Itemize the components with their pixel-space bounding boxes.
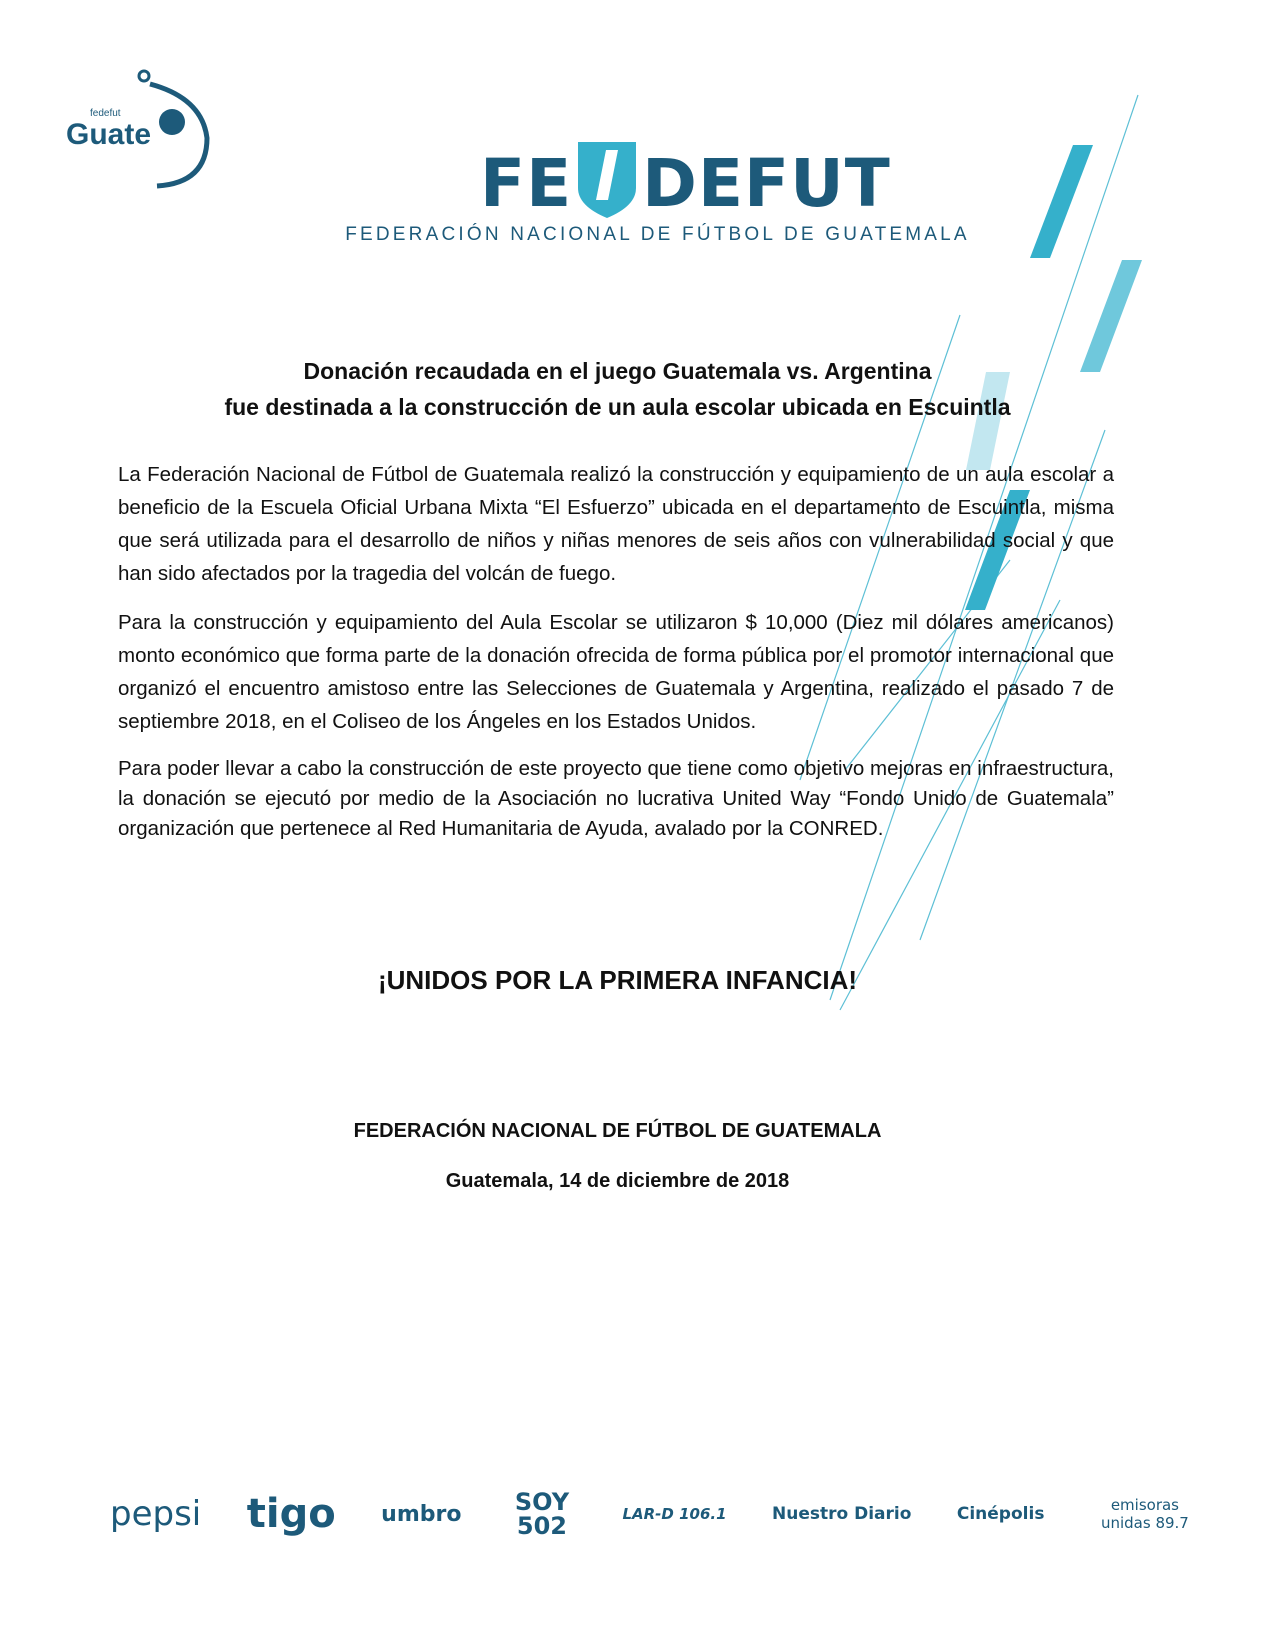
sponsor-logos — [110, 1490, 1200, 1538]
logo-defut: DEFUT — [642, 145, 891, 222]
signature-date: Guatemala, 14 de diciembre de 2018 — [445, 1170, 790, 1192]
paragraph: La Federación Nacional de Fútbol de Guatemala realizó la construcción y equipamiento de un aula escolar a beneficio de la Escuela Oficial Urbana Mixta “El Esfuerzo” ubicada en el departamento de Escuintla, misma que será utilizada para el desarrollo de niños y niñas menores de seis años con vulnerabilidad social y que han sido afectados por la tragedia del volcán de fuego. — [118, 463, 1114, 585]
logo-small-text: fedefut — [90, 108, 121, 119]
shield-icon — [576, 140, 638, 220]
signature-org: FEDERACIÓN NACIONAL DE FÚTBOL DE GUATEMALA — [353, 1120, 882, 1142]
fedefut-guate-logo — [62, 68, 222, 193]
federation-name: FEDERACIÓN NACIONAL DE FÚTBOL DE GUATEMALA — [345, 224, 970, 245]
paragraph: Para poder llevar a cabo la construcción de este proyecto que tiene como objetivo mejoras en infraestructura, la donación se ejecutó por medio de la Asociación no lucrativa United Way “Fondo Unido de Guatemala” organización que pertenece al Red Humanitaria de Ayuda, avalado por la CONRED. — [118, 757, 1114, 840]
body-text — [118, 458, 1114, 860]
sponsor-umbro: umbro — [381, 1501, 462, 1527]
sponsor-pepsi: pepsi — [110, 1494, 202, 1534]
fedefut-logo — [480, 140, 891, 222]
sponsor-nuestro-diario: Nuestro Diario — [772, 1504, 912, 1524]
logo-text: Guate — [66, 118, 152, 151]
logo-fe: FE — [480, 145, 573, 222]
paragraph: Para la construcción y equipamiento del Aula Escolar se utilizaron $ 10,000 (Diez mil dólares americanos) monto económico que forma parte de la donación ofrecida de forma pública por el promotor internacional que organizó el encuentro amistoso entre las Selecciones de Guatemala y Argentina, realizado el pasado 7 de septiembre 2018, en el Coliseo de los Ángeles en los Estados Unidos. — [118, 611, 1114, 733]
title-line-1: Donación recaudada en el juego Guatemala vs. Argentina — [303, 358, 932, 384]
sponsor-soy502: SOY 502 — [514, 1488, 570, 1540]
title-line-2: fue destinada a la construcción de un aula escolar ubicada en Escuintla — [224, 394, 1011, 420]
slogan: ¡UNIDOS POR LA PRIMERA INFANCIA! — [377, 965, 858, 995]
sponsor-tigo: tigo — [246, 1491, 336, 1537]
sponsor-cinepolis: Cinépolis — [956, 1504, 1045, 1524]
sponsor-lard: LAR-D 106.1 — [622, 1505, 727, 1523]
sponsor-emisoras-unidas: emisoras unidas 89.7 — [1100, 1496, 1189, 1532]
